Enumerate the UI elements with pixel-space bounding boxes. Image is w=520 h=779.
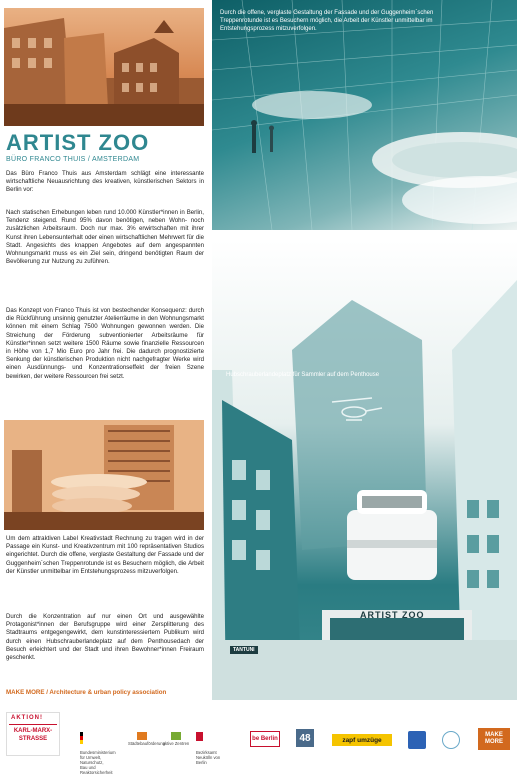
artist-zoo-sign: ARTIST ZOO (360, 610, 425, 620)
blue-badge-logo (408, 731, 426, 749)
aktion-kms-logo (6, 712, 60, 756)
guggenheim-photo (4, 420, 204, 530)
flag-icon (80, 732, 83, 744)
makemore-logo: MAKE MORE (478, 728, 510, 750)
number-48-logo: 48 (296, 729, 314, 747)
interior-render (212, 0, 517, 230)
page-subtitle: BÜRO FRANCO THUIS / AMSTERDAM (6, 156, 140, 163)
bezirksamt-logo (196, 732, 242, 769)
interior-caption: Durch die offene, verglaste Gestaltung der Fassade und der Guggenheim`schen Treppenrotunde ist es Besuchern möglich, die Arbeit der Künstler unmittelbar im Entstehungsprozess mitzuverfolgen. (220, 10, 434, 32)
tantuni-sign: TANTUNI (230, 646, 258, 654)
exterior-render (212, 240, 517, 700)
helipad-caption: Hubschrauberlandeplatz für Sammler auf dem Penthouse (226, 372, 380, 378)
intro-paragraph: Das Büro Franco Thuis aus Amsterdam schlägt eine interessante wirtschaftliche Neuausrichtung des kreativen, künstlerischen Sektors in Berlin vor: (6, 170, 204, 194)
bezirksamt-label: Bezirksamt Neukölln von Berlin (196, 750, 221, 765)
aktive-zentren-logo (162, 732, 190, 746)
coat-of-arms-icon (196, 732, 203, 741)
bmvi-label: Bundesministerium für Umwelt, Naturschutz, Bau und Reaktorsicherheit (80, 750, 116, 775)
be-berlin-logo: be Berlin (250, 731, 280, 747)
makemore-tagline: MAKE MORE / Architecture & urban policy association (6, 689, 167, 696)
zapf-logo: zapf umzüge (332, 734, 392, 746)
aktion-label: AKTION! (11, 715, 43, 721)
aktion-bar (9, 724, 57, 725)
statistics-paragraph: Nach statischen Erhebungen leben rund 10.000 Künstler*innen in Berlin, Tendenz steigend. Rund 95% davon benötigen, neben Wohn- noch zusätzlichen Arbeitsraum. Doch nur max. 3% erwirtschaften mit ihrer Kunst ihren Lebensunterhalt oder einen wirtschaftlichen Mehrwert für die Stadt. Angesichts des knappen Angebotes auf dem angespannten Wohnungsmarkt muss es ein Ziel sein, dringend benötigten Raum der Bevölkerung zur Nutzung zu zuführen. (6, 209, 204, 266)
circle-logo (442, 731, 460, 749)
aktion-street-label: KARL-MARX-STRASSE (13, 728, 53, 742)
aktive-zentren-label: aktive Zentren (162, 741, 190, 746)
staedtebau-label: Städtebauförderung (128, 741, 166, 746)
aktive-zentren-icon (171, 732, 181, 740)
page-title: ARTIST ZOO (6, 130, 150, 155)
konzentration-paragraph: Durch die Konzentration auf nur einen Ort und ausgewählte Protagonist*innen der Berufsgruppe wird einer Zersplitterung des Stadtraums entgegengewirkt, dem kunstinteressiertem Publikum wird durch einen Hubschrauberlandeplatz auf dem Penthousedach der Besuch erleichtert und der Stadt und ihren Bewohner*innen Freiraum geschenkt. (6, 613, 204, 662)
kreativzentrum-paragraph: Um dem attraktiven Label Kreativstadt Rechnung zu tragen wird in der Passage ein Kunst- und Kreativzentrum mit 100 repräsentativen Studios eingerichtet. Durch die offene, verglaste Gestaltung der Fassade und der Guggenheim`schen Treppenrotunde ist es Besuchern möglich, die Arbeit der Künstler unmittelbar im Entstehungsprozess mitzuverfolgen. (6, 535, 204, 575)
bmvi-logo (80, 732, 118, 779)
staedtebau-logo (128, 732, 166, 746)
street-photo (4, 8, 204, 126)
staedtebau-icon (137, 732, 147, 740)
concept-paragraph: Das Konzept von Franco Thuis ist von bestechender Konsequenz: durch die Rückführung unsinnig genutzter Atelierräume in den Wohnungsmarkt können mit einem Schlag 7500 Wohnungen gewonnen werden. Die Streichung der Förderung subventionierter Arbeitsräume für Künstler*innen setzt weitere 1500 Räume sowie finanzielle Ressourcen in Höhe von 1,7 Mio Euro pro Jahr frei. Die dadurch prognostizierte Senkung der künstlerischen Produktion nicht nachgefragter Werke wird einen Ausdünnungs- und Konzentrationseffekt der freien Szene bewirken, der weitere Ressourcen frei setzt. (6, 307, 204, 380)
